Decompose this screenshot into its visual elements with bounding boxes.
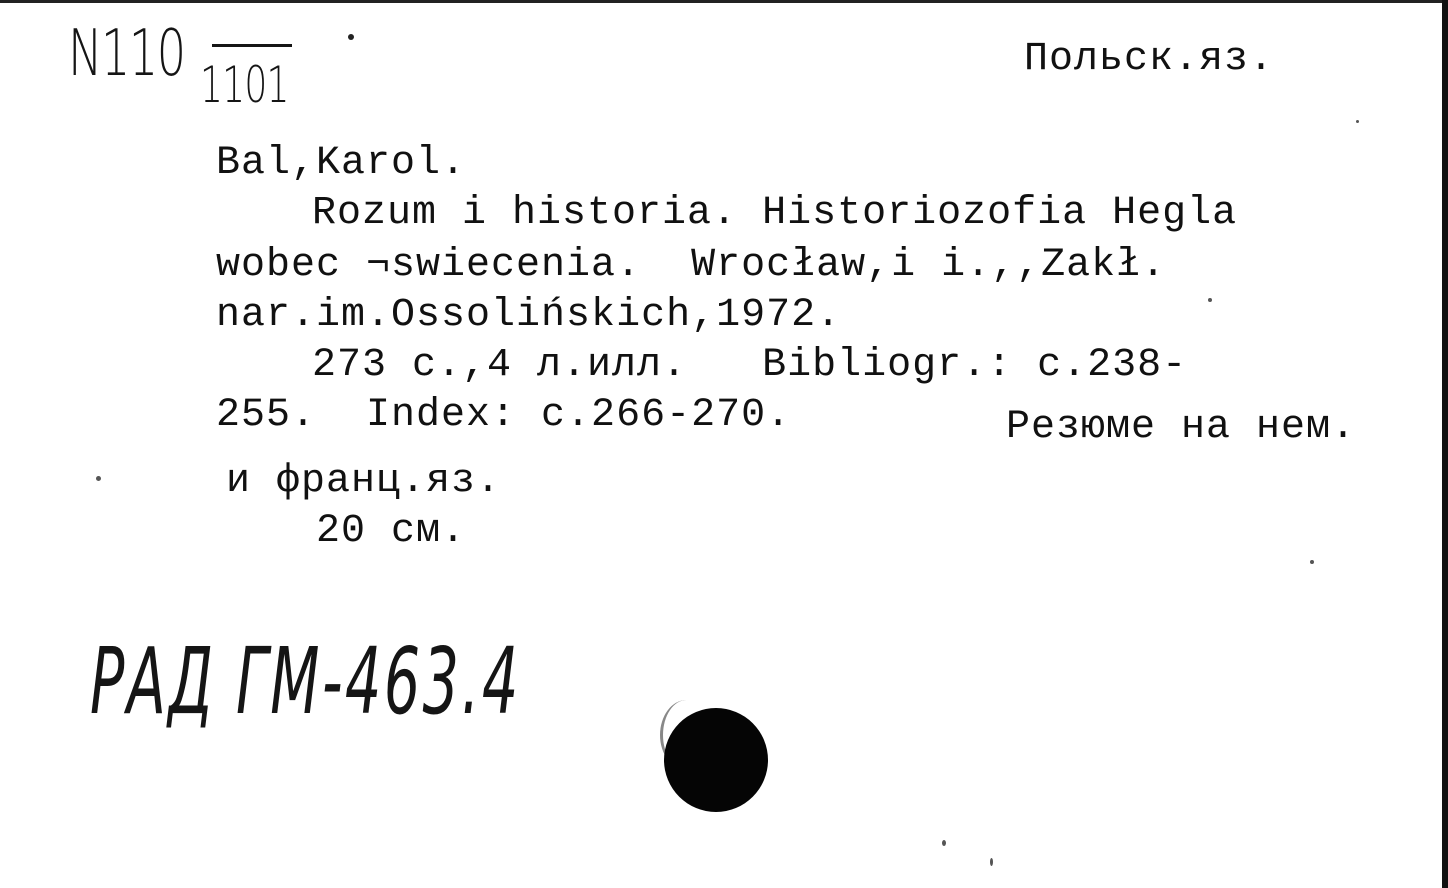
title-line: Rozum i historia. Historiozofia Hegla (312, 191, 1238, 236)
shelf-mark-sub: 1101 (200, 56, 289, 114)
author-line: Bal,Karol. (216, 141, 467, 186)
speck (1356, 120, 1359, 123)
subject-heading: Польск.яз. (1024, 37, 1275, 82)
collation-line: 273 c.,4 л.илл. Bibliogr.: c.238- (312, 343, 1188, 388)
size-line: 20 см. (316, 509, 467, 554)
ink-dot (348, 34, 354, 40)
speck (1208, 298, 1212, 302)
shelf-mark-main: N110 (68, 17, 185, 91)
index-line: 255. Index: c.266-270. (216, 393, 792, 438)
speck (990, 858, 993, 866)
summary-note: Резюме на нем. (1006, 405, 1357, 450)
speck (1310, 560, 1314, 564)
speck (96, 476, 101, 481)
speck (942, 840, 946, 846)
shelf-mark-fraction-line (212, 44, 292, 47)
call-number: РАД ГМ-463.4 (90, 628, 521, 735)
punch-hole (664, 708, 768, 812)
summary-note-continuation: и франц.яз. (226, 459, 502, 504)
title-continuation-line: wobec ¬swiecenia. Wrocław,i i.,,Zakł. (216, 243, 1167, 288)
card-right-edge (1442, 0, 1448, 888)
imprint-line: nar.im.Ossolińskich,1972. (216, 293, 842, 338)
card-top-edge (0, 0, 1448, 3)
